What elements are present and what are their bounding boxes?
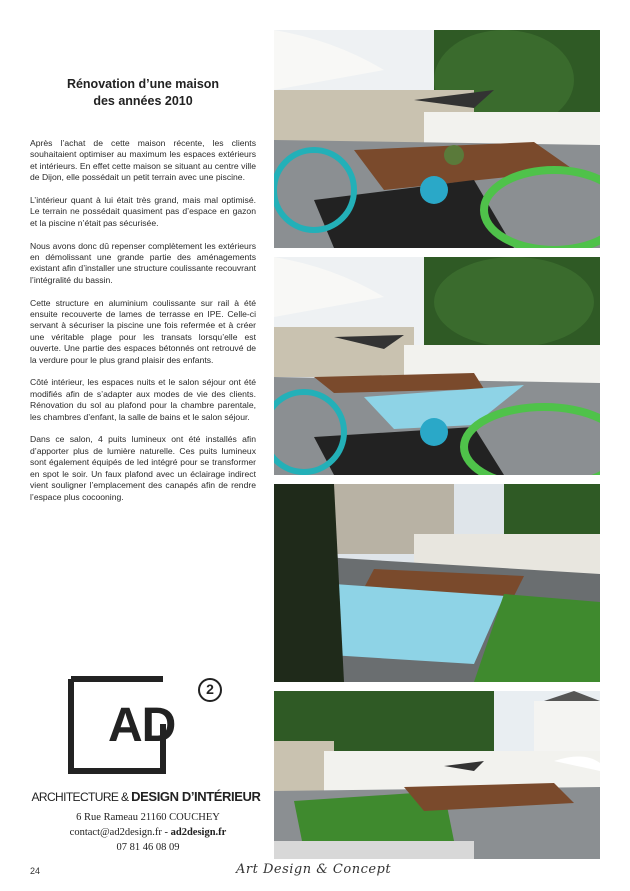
photo-pool-open (274, 257, 600, 475)
paragraph: Après l’achat de cette maison récente, les clients souhaitaient optimiser au maximum les espaces extérieurs et intérieurs. En effet cette maison se situant au centre ville de Dijon, elle possédait un petit terrain avec une piscine. (30, 138, 256, 183)
brand-name (30, 789, 262, 805)
article-body (30, 138, 256, 514)
brand-bold: DESIGN D’INTÉRIEUR (131, 789, 261, 804)
contact-phone: 07 81 46 08 09 (116, 842, 180, 853)
photo-pool-overview (274, 484, 600, 682)
contact-email-line (30, 827, 266, 838)
page-number: 24 (30, 866, 41, 876)
article-title-line2: des années 2010 (93, 94, 193, 108)
logo-superscript: 2 (198, 678, 222, 702)
paragraph: Dans ce salon, 4 puits lumineux ont été installés afin d’apporter plus de lumière naturelle. Ces puits lumineux sont également équipés de led intégré pour se transformer en spot le soir. Un faux plafond avec un éclairage indirect vient souligner l’emplacement des canapés afin de rendre l’espace plus cocooning. (30, 434, 256, 502)
paragraph: L’intérieur quant à lui était très grand, mais mal optimisé. Le terrain ne possédait quasiment pas d’espace en gazon et la piscine n’était pas sécurisée. (30, 195, 256, 228)
contact-address: 6 Rue Rameau 21160 COUCHEY (76, 812, 220, 823)
contact-email[interactable]: contact@ad2design.fr - (69, 827, 171, 838)
brand-light: ARCHITECTURE & (31, 790, 132, 804)
footer-signature: Art Design & Concept (236, 862, 392, 877)
photo-garden-lawn (274, 691, 600, 859)
paragraph: Cette structure en aluminium coulissante sur rail à été ensuite recouverte de lames de terrasse en IPE. Celle-ci servant à sécuriser la piscine une fois refermée et à créer une véritable plage pour les transats lorsqu’elle est ouverte. Une partie des espaces bétonnés ont retrouvé de la verdure pour le plus grand plaisir des enfants. (30, 297, 256, 365)
logo-letters: AD (108, 699, 176, 752)
contact-website[interactable]: ad2design.fr (170, 827, 227, 838)
paragraph: Nous avons donc dû repenser complètement les extérieurs en démolissant une grande partie des aménagements existant afin d’installer une structure coulissante recouvrant l’intégralité du bassin. (30, 240, 256, 285)
photo-garden-deck-closed (274, 30, 600, 248)
article-title-line1: Rénovation d’une maison (66, 77, 220, 91)
paragraph: Côté intérieur, les espaces nuits et le salon séjour ont été modifiés afin de s’adapter aux modes de vie des clients. Rénovation du sol au plafond pour la chambre parentale, les chambres d’enfant, la salle de bains et le salon séjour. (30, 377, 256, 422)
article-title (40, 76, 246, 110)
